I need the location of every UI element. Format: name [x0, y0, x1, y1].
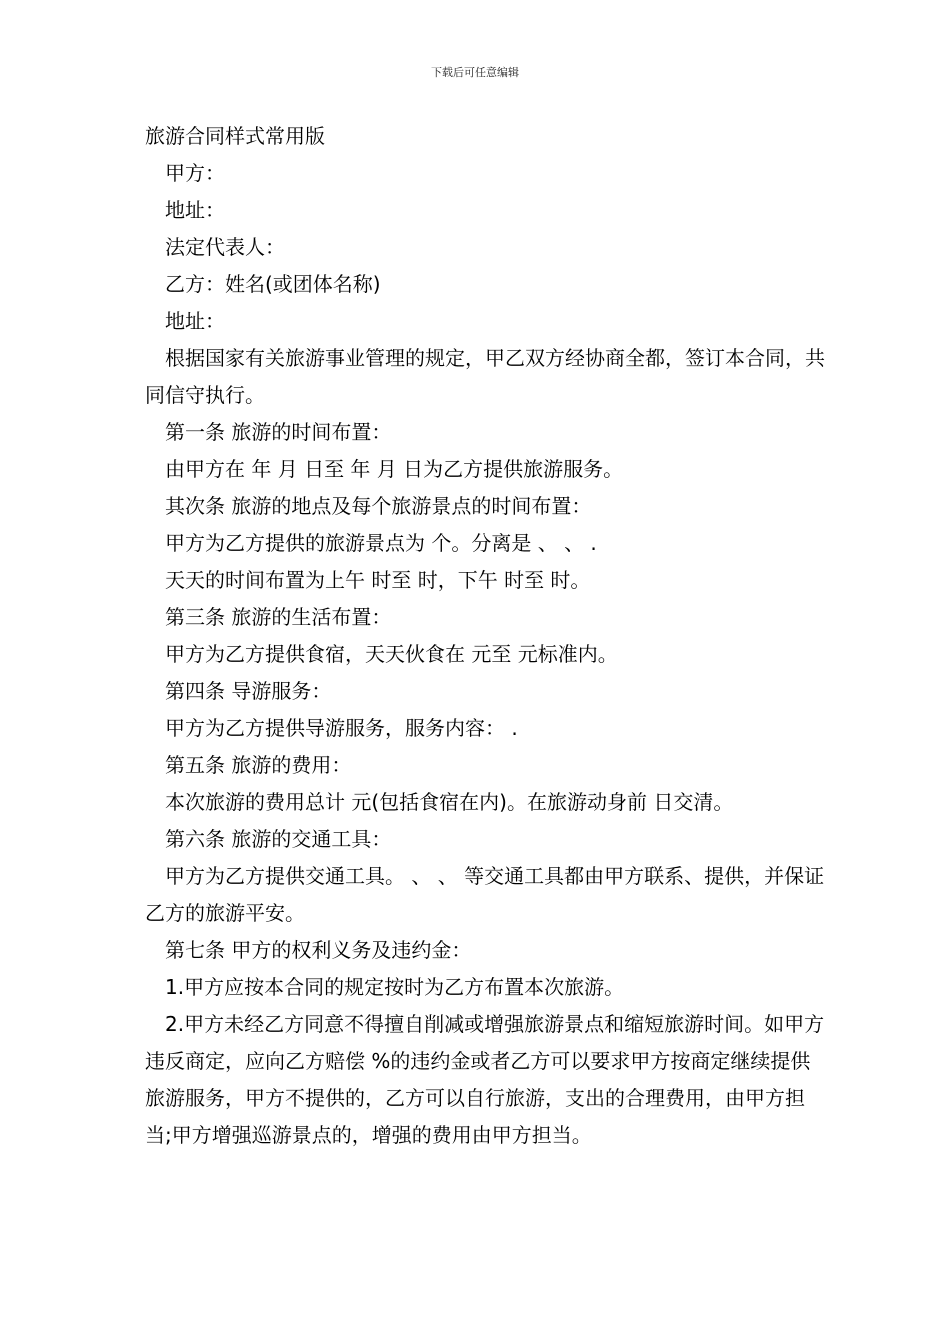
party-b-label: 乙方：姓名(或团体名称) [165, 272, 381, 296]
preamble-paragraph: 根据国家有关旅游事业管理的规定，甲乙双方经协商全都，签订本合同，共同信守执行。 [145, 346, 825, 407]
article-2-heading: 其次条 旅游的地点及每个旅游景点的时间布置： [165, 494, 592, 518]
article-6-heading: 第六条 旅游的交通工具： [165, 827, 392, 851]
article-3-heading: 第三条 旅游的生活布置： [165, 605, 392, 629]
article-4-heading: 第四条 导游服务： [165, 679, 332, 703]
article-2-body-1: 甲方为乙方提供的旅游景点为 个。分离是 、 、 . [165, 531, 597, 555]
article-3-body: 甲方为乙方提供食宿，天天伙食在 元至 元标准内。 [165, 642, 618, 666]
article-1-heading: 第一条 旅游的时间布置： [165, 420, 392, 444]
article-7-heading: 第七条 甲方的权利义务及违约金： [165, 938, 472, 962]
article-5-heading: 第五条 旅游的费用： [165, 753, 352, 777]
article-4-body: 甲方为乙方提供导游服务，服务内容： . [165, 716, 518, 740]
article-7-clause-1: 1.甲方应按本合同的规定按时为乙方布置本次旅游。 [165, 975, 625, 999]
article-5-body: 本次旅游的费用总计 元(包括食宿在内)。在旅游动身前 日交清。 [165, 790, 734, 814]
article-2-body-2: 天天的时间布置为上午 时至 时，下午 时至 时。 [165, 568, 591, 592]
party-a-label: 甲方： [165, 161, 225, 185]
party-b-address: 地址： [165, 309, 225, 333]
article-6-body: 甲方为乙方提供交通工具。 、 、 等交通工具都由甲方联系、提供，并保证乙方的旅游平安。 [145, 864, 825, 925]
document-title: 旅游合同样式常用版 [145, 124, 325, 148]
article-7-clause-2: 2.甲方未经乙方同意不得擅自削减或增强旅游景点和缩短旅游时间。如甲方违反商定，应向乙方赔偿 %的违约金或者乙方可以要求甲方按商定继续提供旅游服务，甲方不提供的，乙方可以自行旅游，支出的合理费用，由甲方担当;甲方增强巡游景点的，增强的费用由甲方担当。 [145, 1012, 825, 1147]
article-1-body: 由甲方在 年 月 日至 年 月 日为乙方提供旅游服务。 [165, 457, 624, 481]
legal-representative: 法定代表人： [165, 235, 285, 259]
party-a-address: 地址： [165, 198, 225, 222]
document-body [145, 118, 825, 1154]
page-header-note: 下载后可任意编辑 [431, 66, 519, 79]
